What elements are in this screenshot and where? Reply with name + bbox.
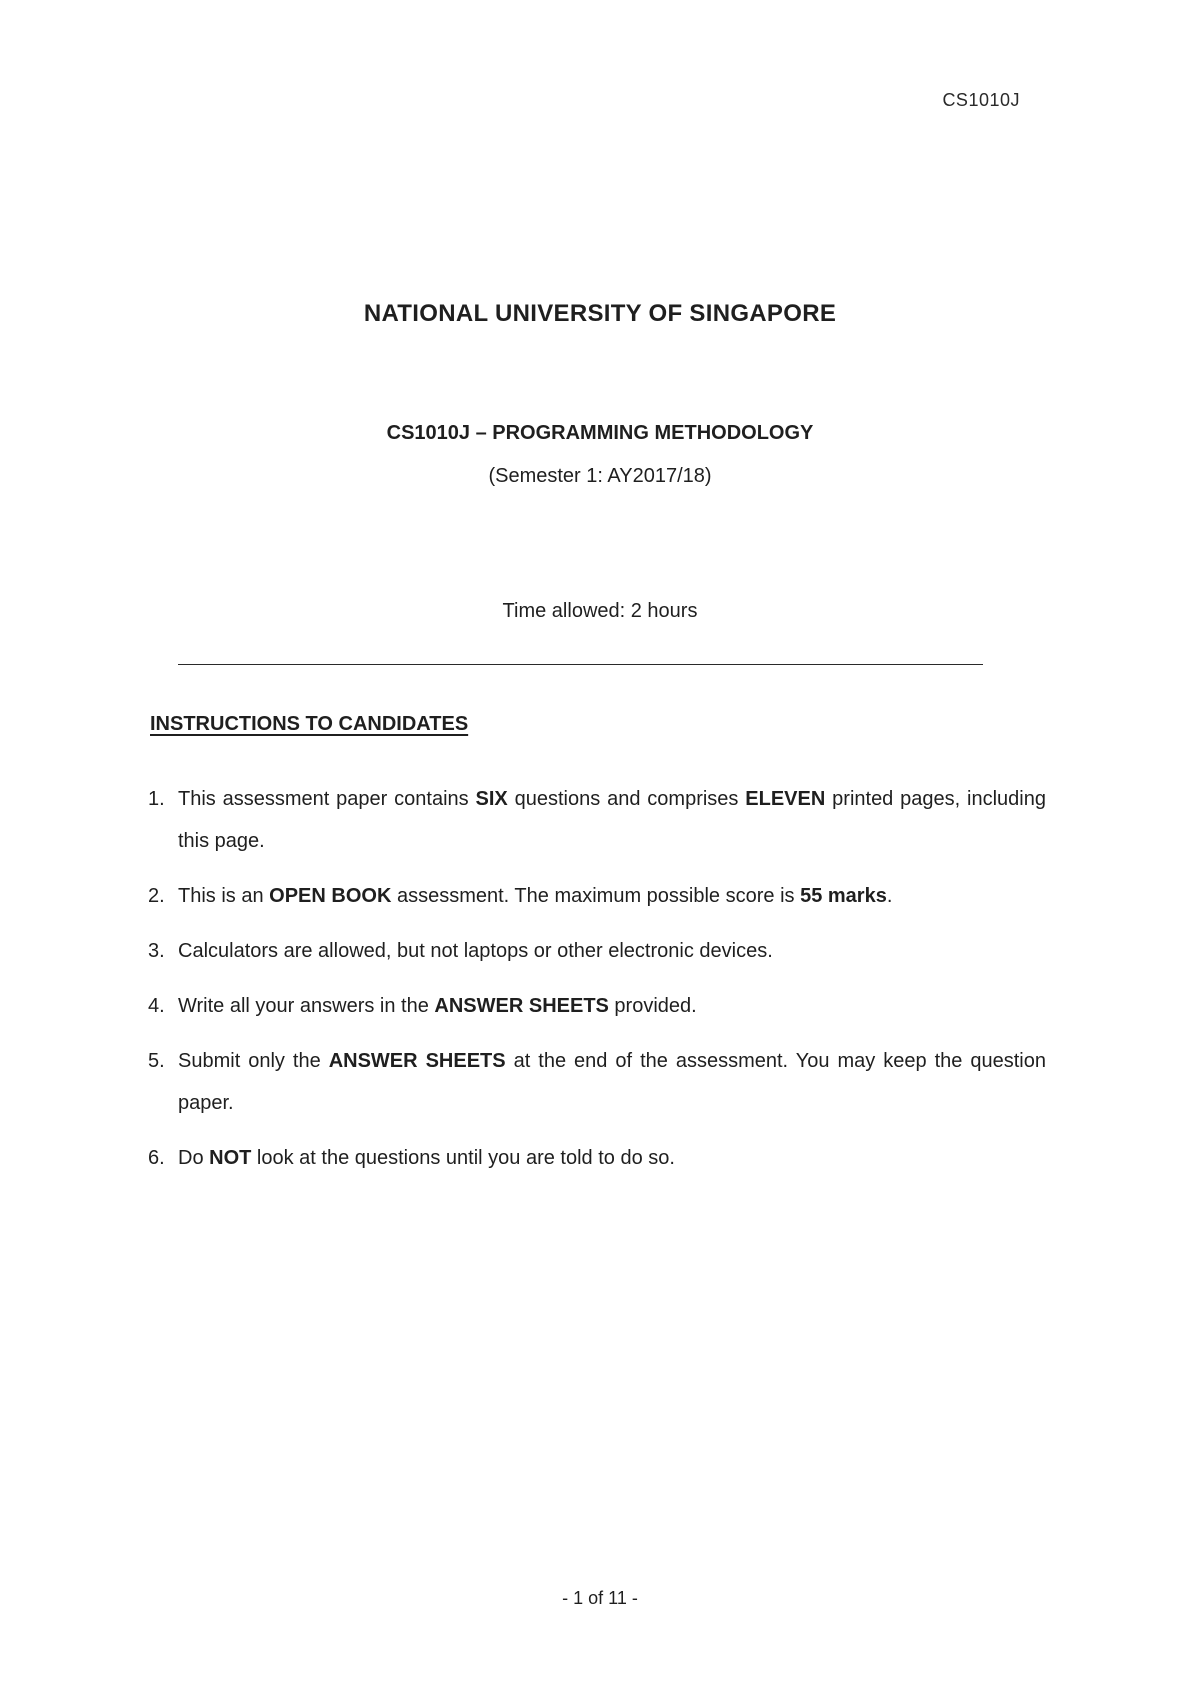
instruction-text: questions and comprises xyxy=(507,788,746,810)
instruction-text: Write all your answers in the xyxy=(178,995,435,1017)
instruction-text: Do xyxy=(178,1147,210,1169)
instruction-text: look at the questions until you are told to do so. xyxy=(251,1147,675,1169)
time-allowed: Time allowed: 2 hours xyxy=(502,600,698,622)
instruction-item xyxy=(148,875,1046,917)
instruction-emphasis: ANSWER SHEETS xyxy=(328,1050,506,1072)
instruction-item xyxy=(148,1137,1046,1179)
instruction-text: Calculators are allowed, but not laptops or other electronic devices. xyxy=(178,940,773,962)
instruction-text: This is an xyxy=(178,885,270,907)
instruction-emphasis: ELEVEN xyxy=(745,788,826,810)
instruction-number: 1. xyxy=(148,788,165,810)
instruction-text: . xyxy=(886,885,893,907)
instruction-item xyxy=(148,985,1046,1027)
instructions-list xyxy=(148,778,1046,1192)
header-course-code: CS1010J xyxy=(942,90,1020,110)
instruction-emphasis: NOT xyxy=(209,1147,252,1169)
instruction-item xyxy=(148,1040,1046,1124)
instruction-number: 2. xyxy=(148,885,165,907)
instruction-text: Submit only the xyxy=(178,1050,329,1072)
instruction-emphasis: 55 marks xyxy=(800,885,887,907)
page-number: - 1 of 11 - xyxy=(562,1588,638,1608)
instruction-item xyxy=(148,930,1046,972)
instruction-text: at the end of the assessment. You may keep the question paper. xyxy=(178,1050,1047,1114)
instruction-text: assessment. The maximum possible score is xyxy=(391,885,801,907)
instructions-heading: INSTRUCTIONS TO CANDIDATES xyxy=(150,713,469,735)
instruction-emphasis: ANSWER SHEETS xyxy=(434,995,609,1017)
instruction-text: printed pages, including this page. xyxy=(178,788,1046,852)
instruction-number: 6. xyxy=(148,1147,165,1169)
course-title: CS1010J – PROGRAMMING METHODOLOGY xyxy=(386,422,814,444)
instruction-number: 4. xyxy=(148,995,165,1017)
instruction-emphasis: OPEN BOOK xyxy=(269,885,392,907)
instruction-item xyxy=(148,778,1046,862)
instruction-number: 5. xyxy=(148,1050,165,1072)
instruction-text: This assessment paper contains xyxy=(178,788,476,810)
divider-line xyxy=(178,664,983,665)
instruction-emphasis: SIX xyxy=(475,788,508,810)
instruction-number: 3. xyxy=(148,940,165,962)
university-name: NATIONAL UNIVERSITY OF SINGAPORE xyxy=(363,300,837,327)
semester-label: (Semester 1: AY2017/18) xyxy=(488,465,712,487)
instruction-text: provided. xyxy=(608,995,697,1017)
